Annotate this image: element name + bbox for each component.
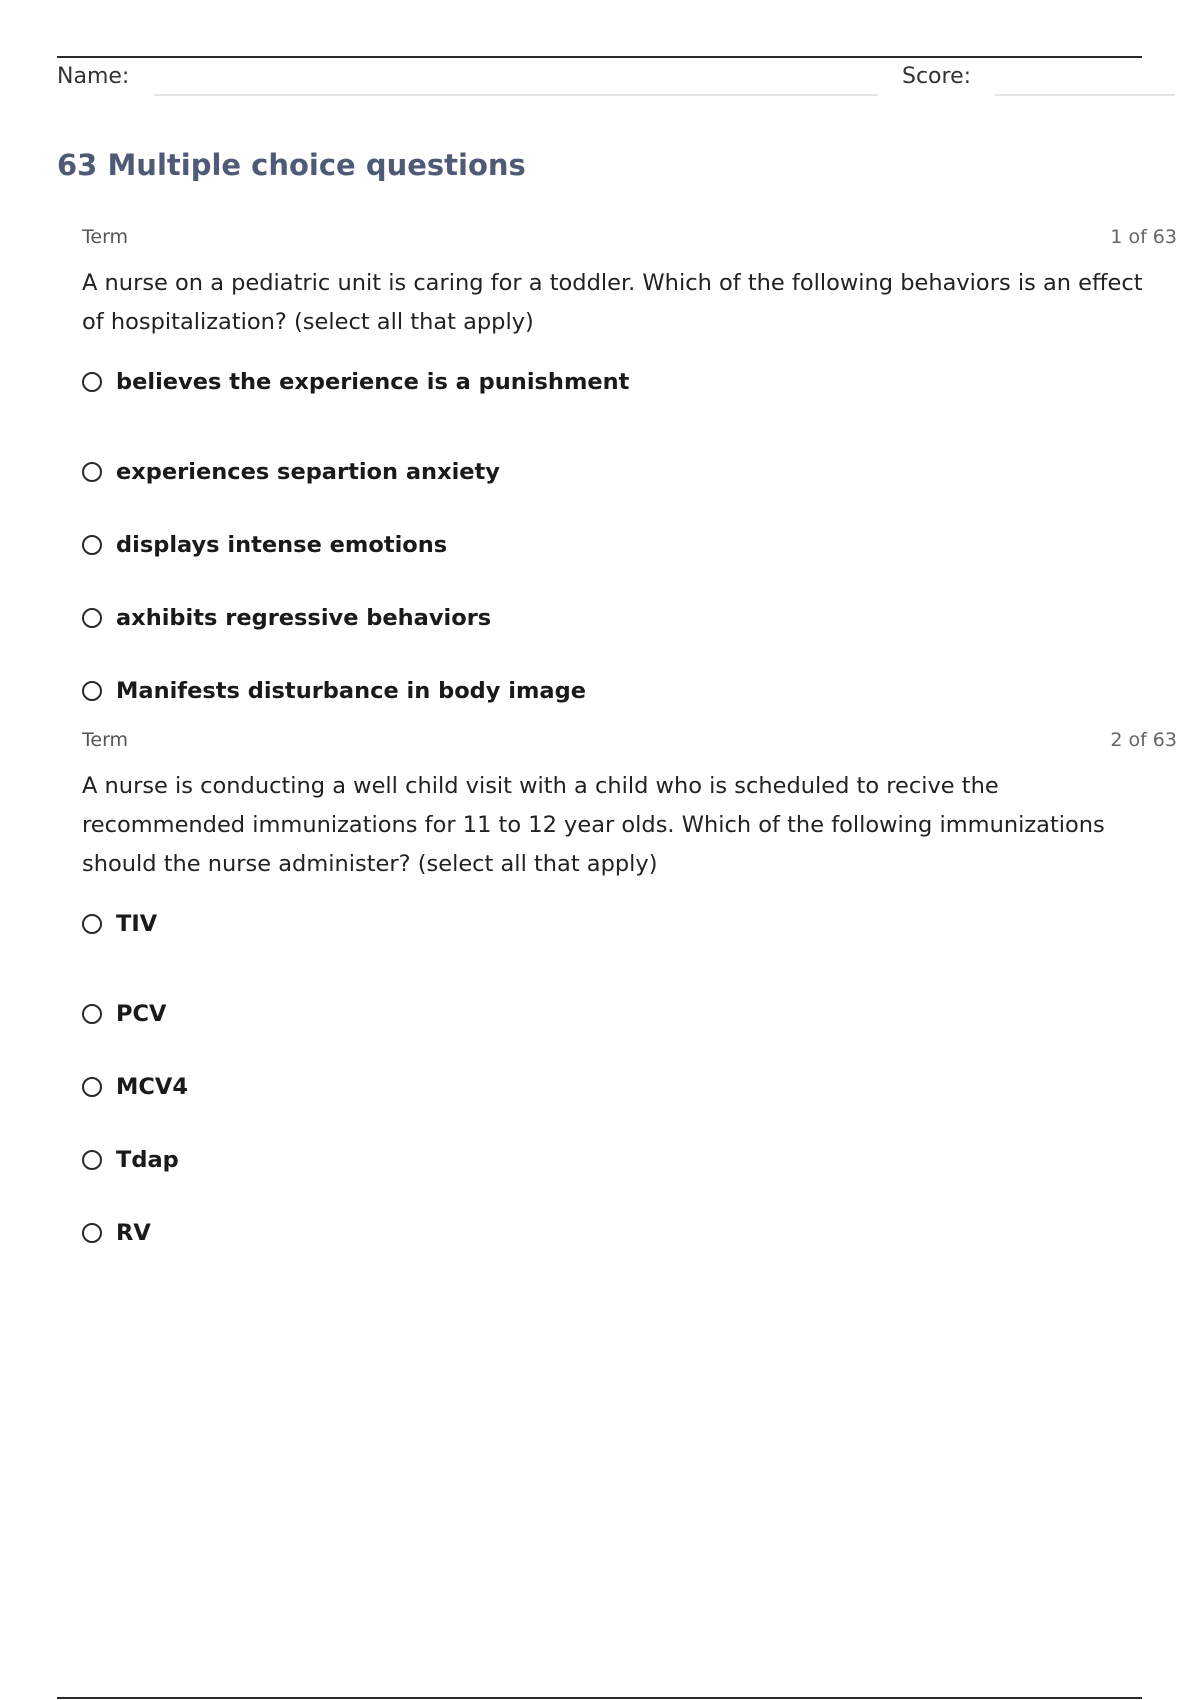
answer-option[interactable] [82, 1050, 1177, 1123]
bottom-divider [57, 1697, 1142, 1699]
answer-options [82, 904, 1177, 1269]
answer-option-label: axhibits regressive behaviors [116, 604, 492, 631]
answer-option[interactable] [82, 654, 1177, 727]
answer-option-label: MCV4 [116, 1073, 188, 1100]
radio-circle-icon[interactable] [82, 608, 102, 628]
radio-circle-icon[interactable] [82, 535, 102, 555]
answer-option[interactable] [82, 977, 1177, 1050]
question-prompt: A nurse is conducting a well child visit with a child who is scheduled to recive the recommended immunizations for 11 to 12 year olds. Which of the following immunizations should the nurse administer? (select all that apply) [82, 773, 1105, 877]
answer-option-label: displays intense emotions [116, 531, 448, 558]
answer-option-label: TIV [116, 911, 158, 937]
answer-option-label: RV [116, 1219, 151, 1246]
radio-circle-icon[interactable] [82, 914, 102, 934]
radio-circle-icon[interactable] [82, 372, 102, 392]
answer-options [82, 362, 1177, 727]
question-prompt: A nurse on a pediatric unit is caring for a toddler. Which of the following behaviors is an effect of hospitalization? (select all that apply) [82, 270, 1143, 335]
answer-option-label: believes the experience is a punishment [116, 369, 630, 395]
answer-option-label: Manifests disturbance in body image [116, 677, 586, 704]
answer-option-label: Tdap [116, 1146, 179, 1173]
question-header [82, 226, 1177, 254]
answer-option[interactable] [82, 581, 1177, 654]
name-label: Name: [57, 64, 130, 89]
score-label: Score: [902, 64, 972, 89]
section-title: 63 Multiple choice questions [57, 148, 526, 182]
answer-option-label: PCV [116, 1000, 167, 1027]
answer-option[interactable] [82, 508, 1177, 581]
question-header [82, 729, 1177, 757]
term-label: Term [82, 729, 129, 751]
radio-circle-icon[interactable] [82, 681, 102, 701]
question-card [82, 729, 1177, 1269]
radio-circle-icon[interactable] [82, 1150, 102, 1170]
radio-circle-icon[interactable] [82, 1077, 102, 1097]
answer-option[interactable] [82, 904, 1177, 944]
radio-circle-icon[interactable] [82, 462, 102, 482]
answer-option[interactable] [82, 1196, 1177, 1269]
score-field[interactable] [995, 94, 1175, 96]
answer-option[interactable] [82, 1123, 1177, 1196]
name-field[interactable] [154, 94, 878, 96]
question-counter: 1 of 63 [1110, 226, 1177, 248]
worksheet-header [57, 62, 1177, 102]
question-counter: 2 of 63 [1110, 729, 1177, 751]
radio-circle-icon[interactable] [82, 1223, 102, 1243]
answer-option[interactable] [82, 435, 1177, 508]
term-label: Term [82, 226, 129, 248]
answer-option[interactable] [82, 362, 1177, 402]
question-card [82, 226, 1177, 727]
answer-option-label: experiences separtion anxiety [116, 458, 500, 485]
top-divider [57, 56, 1142, 58]
radio-circle-icon[interactable] [82, 1004, 102, 1024]
